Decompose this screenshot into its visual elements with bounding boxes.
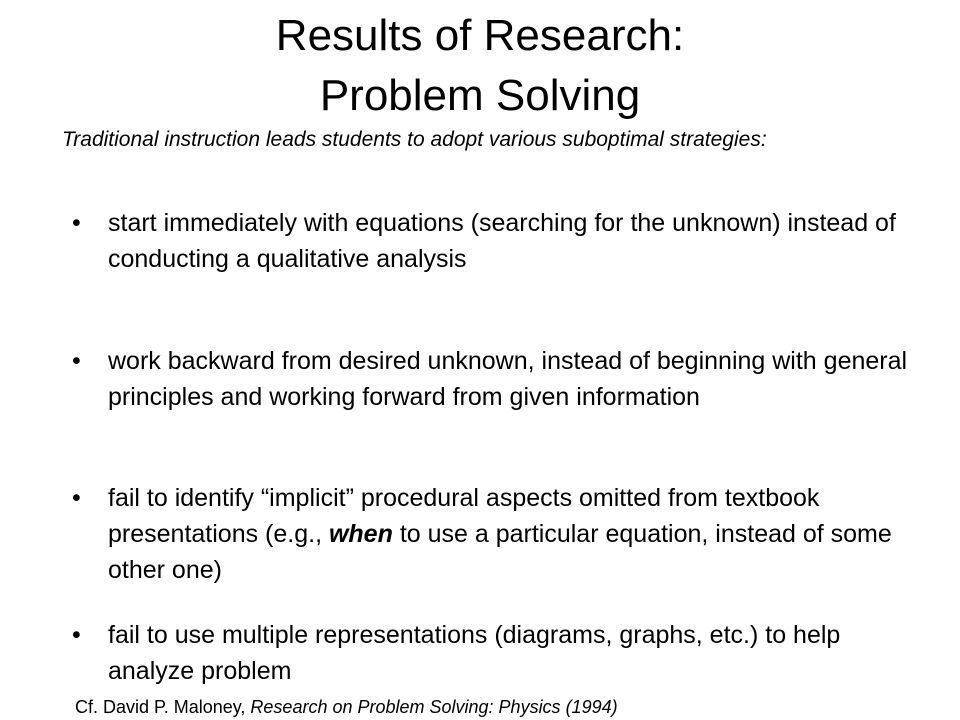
- bullet-item: [62, 205, 928, 277]
- bullet-marker: •: [72, 484, 81, 512]
- bullet-emphasis: when: [328, 520, 393, 548]
- bullet-text-after: to use a particular equation, instead of some other one): [108, 520, 892, 584]
- citation-work: Research on Problem Solving: Physics (1994): [250, 697, 618, 717]
- bullet-item: [62, 480, 928, 588]
- title-line-1: Results of Research:: [275, 11, 685, 60]
- bullet-text-before: fail to identify “implicit” procedural aspects omitted from textbook presentations (e.g.,: [108, 484, 820, 548]
- bullet-marker: •: [72, 621, 81, 649]
- bullet-item: [62, 343, 928, 415]
- slide-title: [0, 6, 960, 126]
- bullet-marker: •: [72, 347, 81, 375]
- citation-prefix: Cf. David P. Maloney,: [75, 697, 251, 717]
- bullet-text: start immediately with equations (searching for the unknown) instead of conducting a qualitative analysis: [108, 209, 896, 273]
- intro-text: Traditional instruction leads students to adopt various suboptimal strategies:: [62, 128, 767, 151]
- bullet-marker: •: [72, 209, 81, 237]
- bullet-item: [62, 617, 928, 689]
- citation: [75, 696, 618, 718]
- bullet-text: fail to use multiple representations (diagrams, graphs, etc.) to help analyze problem: [108, 621, 841, 685]
- bullet-text: work backward from desired unknown, instead of beginning with general principles and working forward from given information: [108, 347, 908, 411]
- title-line-2: Problem Solving: [319, 71, 641, 120]
